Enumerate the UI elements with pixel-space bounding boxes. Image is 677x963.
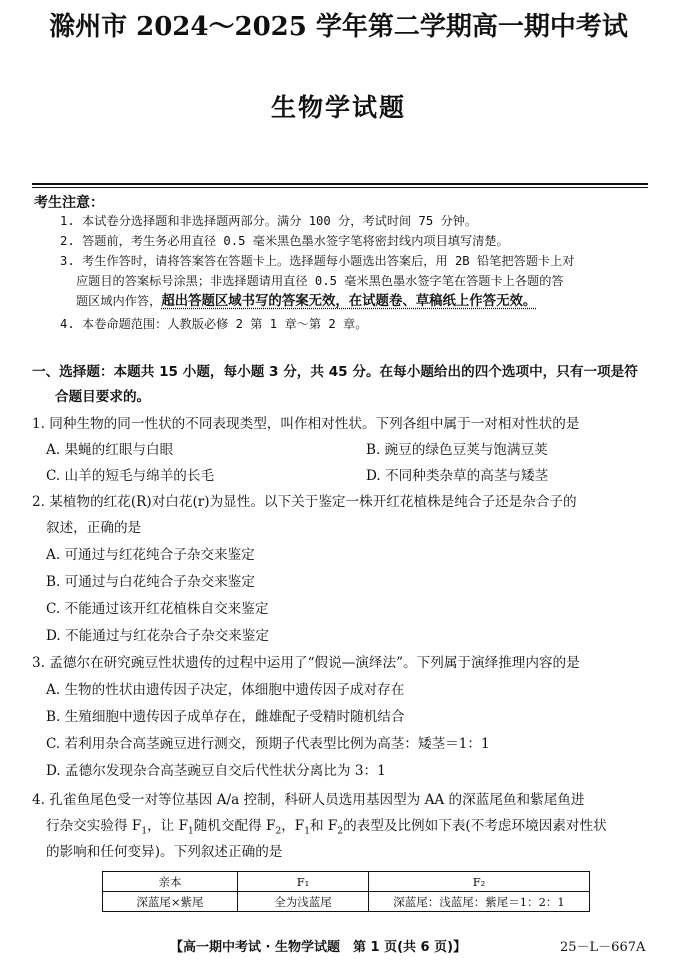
- q1-option-a: A. 果蝇的红眼与白眼: [46, 442, 174, 458]
- q4-stem-line1: 4. 孔雀鱼尾色受一对等位基因 A/a 控制，科研人员选用基因型为 AA 的深蓝尾鱼和紫尾鱼进: [32, 792, 585, 808]
- divider-thin: [32, 187, 648, 188]
- notice-item-3-cont2: [76, 293, 536, 310]
- q3-option-a: A. 生物的性状由遗传因子决定，体细胞中遗传因子成对存在: [46, 682, 405, 698]
- table-cell-parents: 深蓝尾×紫尾: [103, 892, 238, 912]
- notice-item-3-tail: 题区域内作答，: [76, 294, 162, 308]
- q3-option-b: B. 生殖细胞中遗传因子成单存在，雌雄配子受精时随机结合: [46, 709, 405, 725]
- q2-stem-line1: 2. 某植物的红花(R)对白花(r)为显性。以下关于鉴定一株开红花植株是纯合子还是杂合子的: [32, 494, 577, 510]
- q2-option-d: D. 不能通过与红花杂合子杂交来鉴定: [46, 628, 269, 644]
- notice-item-4: 4. 本卷命题范围：人教版必修 2 第 1 章～第 2 章。: [60, 317, 368, 331]
- q3-option-d: D. 孟德尔发现杂合高茎豌豆自交后代性状分离比为 3：1: [46, 763, 386, 779]
- q2-option-b: B. 可通过与白花纯合子杂交来鉴定: [46, 574, 255, 590]
- q1-option-c: C. 山羊的短毛与绵羊的长毛: [46, 468, 215, 484]
- notice-item-2: 2. 答题前，考生务必用直径 0.5 毫米黑色墨水签字笔将密封线内项目填写清楚。: [60, 234, 509, 248]
- exam-title: 滁州市 2024～2025 学年第二学期高一期中考试: [49, 12, 628, 42]
- table-cell-f1: 全为浅蓝尾: [238, 892, 369, 912]
- exam-code: 25－L－667A: [560, 940, 646, 955]
- table-header-f2: F₂: [369, 872, 590, 892]
- q4-stem-line2: 行杂交实验得 $F_1$，让 $F_1$随机交配得 $F_2$，$F_1$和 $F_2$的表型及比例如下表(不考虑环境因素对性状: [46, 818, 607, 837]
- table-header-parents: 亲本: [103, 872, 238, 892]
- q3-option-c: C. 若利用杂合高茎豌豆进行测交，预期子代表型比例为高茎：矮茎＝1：1: [46, 736, 490, 752]
- results-table: [102, 871, 590, 912]
- q1-option-d: D. 不同种类杂草的高茎与矮茎: [366, 468, 549, 484]
- q2-option-c: C. 不能通过该开红花植株自交来鉴定: [46, 601, 269, 617]
- subject-title: 生物学试题: [270, 93, 406, 122]
- notice-heading: 考生注意：: [34, 195, 104, 211]
- table-row: [103, 892, 590, 912]
- divider-thick: [32, 183, 648, 185]
- section-heading-line1: 一、选择题：本题共 15 小题，每小题 3 分，共 45 分。在每小题给出的四个选项中，只有一项是符: [32, 364, 638, 380]
- notice-emphasis: 超出答题区域书写的答案无效，在试题卷、草稿纸上作答无效。: [161, 294, 537, 309]
- table-header-row: [103, 872, 590, 892]
- q2-stem-line2: 叙述，正确的是: [46, 520, 142, 536]
- notice-item-3-cont: 应题目的答案标号涂黑；非选择题请用直径 0.5 毫米黑色墨水签字笔在答题卡上各题的答: [76, 274, 564, 288]
- q3-stem: 3. 孟德尔在研究豌豆性状遗传的过程中运用了“假说—演绎法”。下列属于演绎推理内容的是: [32, 655, 580, 671]
- table-cell-f2: 深蓝尾：浅蓝尾：紫尾＝1：2：1: [369, 892, 590, 912]
- table-header-f1: F₁: [238, 872, 369, 892]
- page-footer: 【高一期中考试 · 生物学试题 第 1 页(共 6 页)】: [170, 940, 467, 955]
- section-heading-line2: 合题目要求的。: [55, 389, 151, 405]
- notice-item-1: 1. 本试卷分选择题和非选择题两部分。满分 100 分，考试时间 75 分钟。: [60, 214, 478, 228]
- q4-stem-line3: 的影响和任何变异)。下列叙述正确的是: [46, 844, 283, 860]
- notice-item-3: 3. 考生作答时，请将答案答在答题卡上。选择题每小题选出答案后，用 2B 铅笔把答题卡上对: [60, 254, 575, 268]
- q1-stem: 1. 同种生物的同一性状的不同表现类型，叫作相对性状。下列各组中属于一对相对性状的是: [32, 416, 580, 432]
- q2-option-a: A. 可通过与红花纯合子杂交来鉴定: [46, 547, 255, 563]
- q1-option-b: B. 豌豆的绿色豆荚与饱满豆荚: [366, 442, 548, 458]
